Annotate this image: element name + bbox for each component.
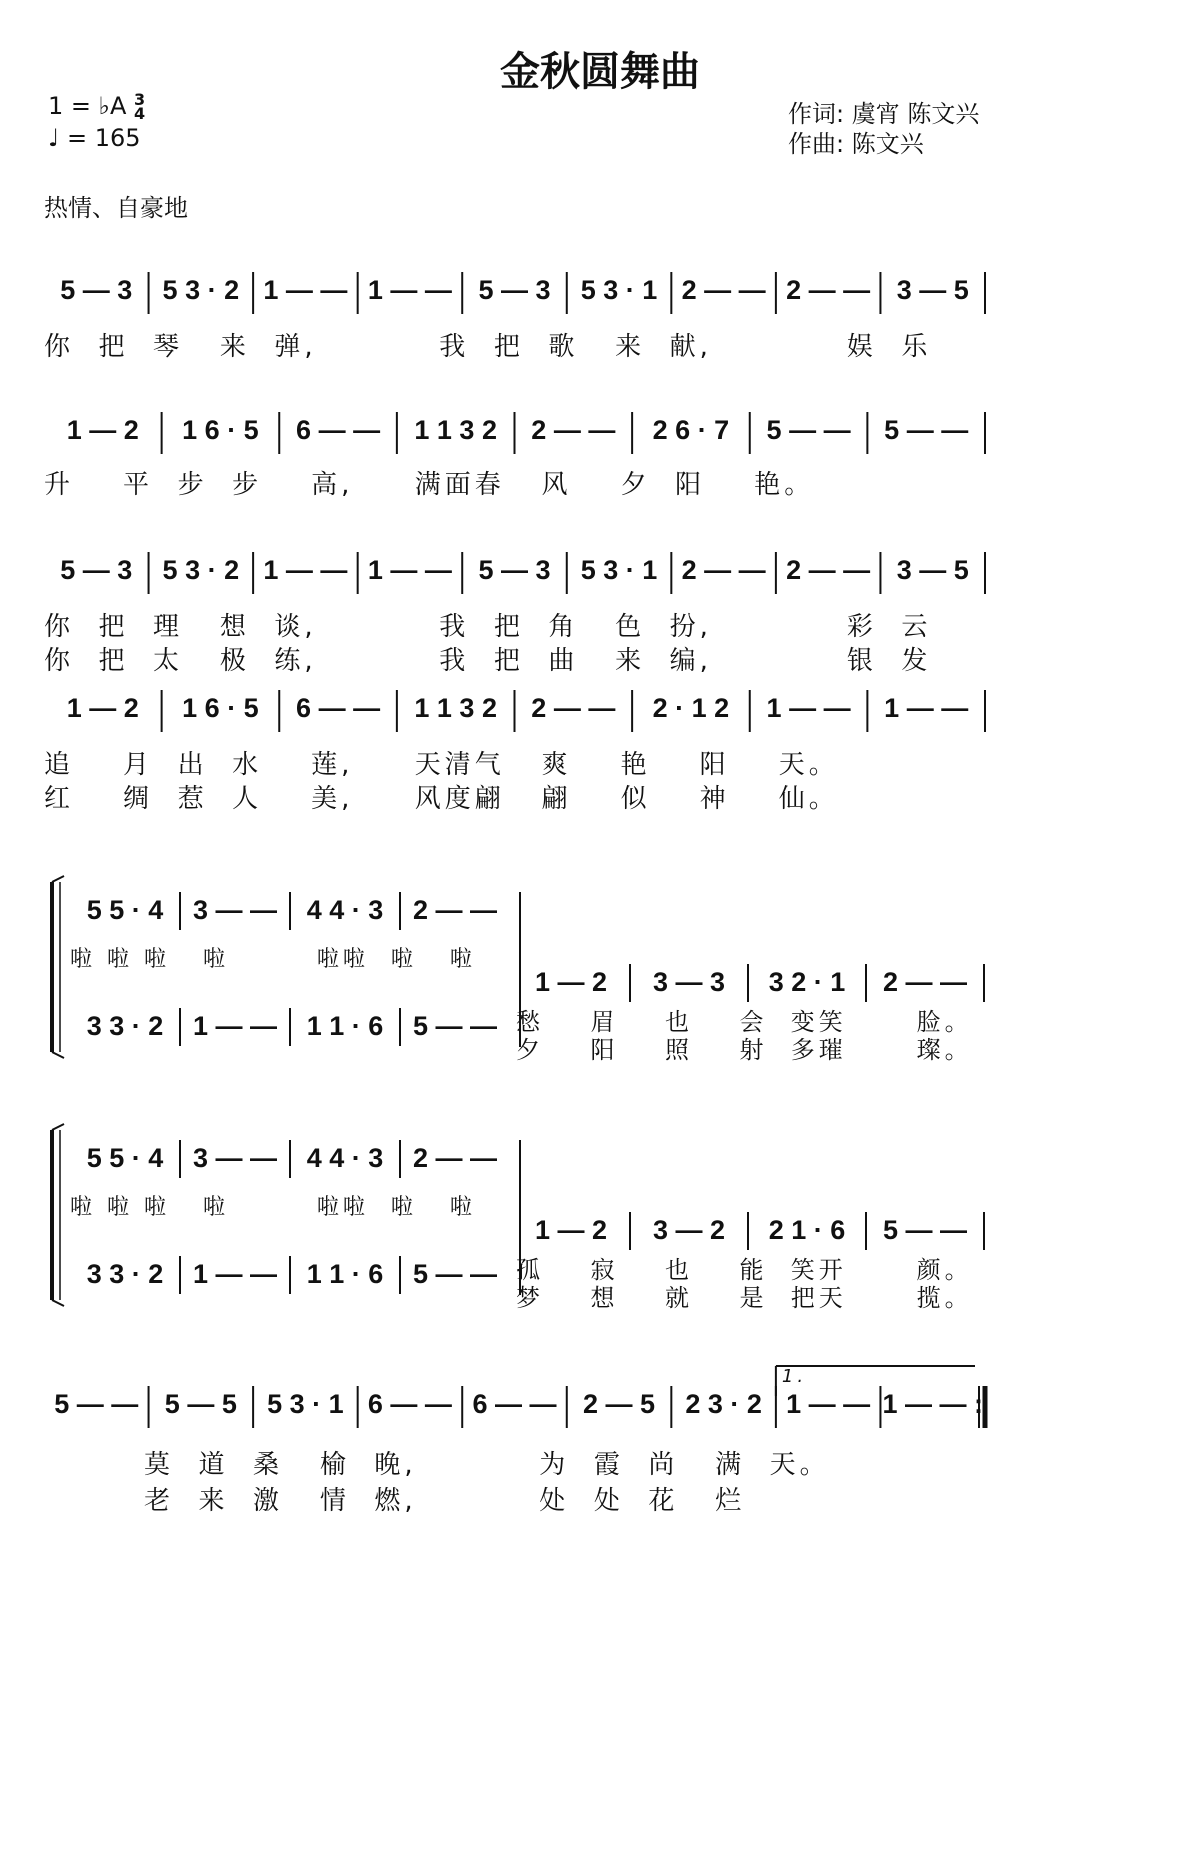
- chorus-upper-measure: 2 — —: [412, 895, 498, 925]
- chorus-right-lyric: 孤 寂 也 能 笑开 颜。: [516, 1256, 973, 1284]
- bracket-hook: [52, 876, 64, 882]
- measure: 5 — 3: [60, 275, 133, 305]
- chorus-right-measure: 1 — 2: [534, 967, 608, 997]
- chorus-upper-measure: 5 5 · 4: [86, 895, 164, 925]
- measure: 2 — —: [681, 555, 766, 585]
- measure: 5 — 5: [164, 1389, 237, 1419]
- measure: 5 — —: [54, 1389, 139, 1419]
- measure: 6 — —: [296, 415, 381, 445]
- lyric-line: 老 来 激 情 燃, 处 处 花 烂: [144, 1486, 746, 1516]
- measure: 1 — —: [367, 275, 452, 305]
- measure: 5 3 · 2: [162, 275, 240, 305]
- meter-bottom: 4: [134, 104, 146, 123]
- measure: 2 — —: [681, 275, 766, 305]
- expression-mark: 热情、自豪地: [44, 194, 188, 222]
- measure: 2 — —: [786, 555, 871, 585]
- lyric-line: 升 平 步 步 高, 满面春 风 夕 阳 艳。: [44, 470, 815, 500]
- bracket-hook: [52, 1052, 64, 1058]
- lyric-line: 你 把 太 极 练, 我 把 曲 来 编, 银 发: [44, 646, 932, 676]
- measure: 1 — —: [367, 555, 452, 585]
- chorus-lower-measure: 3 3 · 2: [86, 1011, 164, 1041]
- lyric-line: 追 月 出 水 莲, 天清气 爽 艳 阳 天。: [44, 750, 839, 780]
- measure: 1 — —: [766, 693, 851, 723]
- measure: 5 3 · 1: [580, 275, 658, 305]
- chorus-right-measure: 1 — 2: [534, 1215, 608, 1245]
- chorus-lower-measure: 3 3 · 2: [86, 1259, 164, 1289]
- measure: 2 · 1 2: [652, 693, 730, 723]
- measure: 2 — —: [531, 415, 616, 445]
- chorus-lower-measure: 1 1 · 6: [306, 1259, 384, 1289]
- tempo-mark: ♩ = 165: [48, 124, 141, 152]
- chorus-lower-measure: 1 — —: [192, 1259, 278, 1289]
- chorus-right-lyric: 愁 眉 也 会 变笑 脸。: [516, 1008, 973, 1036]
- measure: 1 — — :: [882, 1389, 983, 1419]
- measure: 5 — —: [766, 415, 851, 445]
- chorus-right-measure: 3 — 2: [652, 1215, 726, 1245]
- lyric-line: 你 把 理 想 谈, 我 把 角 色 扮, 彩 云: [44, 612, 932, 642]
- chorus-lower-measure: 1 — —: [192, 1011, 278, 1041]
- chorus-right-measure: 3 2 · 1: [768, 967, 846, 997]
- measure: 1 6 · 5: [182, 415, 259, 445]
- chorus-upper-measure: 3 — —: [192, 895, 278, 925]
- measure: 3 — 5: [896, 275, 969, 305]
- measure: 3 — 5: [896, 555, 969, 585]
- chorus-right-measure: 2 1 · 6: [768, 1215, 846, 1245]
- volta-number: 1.: [781, 1366, 808, 1387]
- bracket-hook: [52, 1124, 64, 1130]
- meter-top: 3: [134, 90, 146, 109]
- chorus-upper-measure: 4 4 · 3: [306, 895, 384, 925]
- measure: 5 3 · 1: [580, 555, 658, 585]
- chorus-upper-measure: 3 — —: [192, 1143, 278, 1173]
- lyric-line: 红 绸 惹 人 美, 风度翩 翩 似 神 仙。: [44, 784, 839, 814]
- key-text: 1 = ♭A: [48, 92, 127, 120]
- measure: 2 — —: [531, 693, 616, 723]
- chorus-lower-measure: 1 1 · 6: [306, 1011, 384, 1041]
- measure: 1 1 3 2: [414, 693, 497, 723]
- chorus-upper-lyric: 啦 啦 啦 啦 啦啦 啦 啦: [70, 947, 476, 972]
- measure: 5 — 3: [478, 555, 551, 585]
- chorus-lower-measure: 5 — —: [412, 1259, 498, 1289]
- chorus-lower-measure: 5 — —: [412, 1011, 498, 1041]
- chorus-upper-measure: 2 — —: [412, 1143, 498, 1173]
- song-title: 金秋圆舞曲: [500, 49, 700, 95]
- chorus-right-lyric: 梦 想 就 是 把天 揽。: [516, 1284, 973, 1312]
- chorus-right-measure: 3 — 3: [652, 967, 726, 997]
- lyricist-credit: 作词: 虞宵 陈文兴: [788, 100, 980, 128]
- measure: 5 3 · 1: [267, 1389, 344, 1419]
- measure: 2 6 · 7: [652, 415, 730, 445]
- measure: 1 — —: [263, 275, 348, 305]
- measure: 2 3 · 2: [685, 1389, 762, 1419]
- measure: 1 — —: [786, 1389, 871, 1419]
- measure: 1 — 2: [66, 415, 139, 445]
- chorus-right-measure: 5 — —: [882, 1215, 968, 1245]
- measure: 5 — 3: [478, 275, 551, 305]
- composer-credit: 作曲: 陈文兴: [788, 130, 924, 158]
- measure: 1 6 · 5: [182, 693, 259, 723]
- measure: 2 — —: [786, 275, 871, 305]
- measure: 1 1 3 2: [414, 415, 497, 445]
- measure: 1 — 2: [66, 693, 139, 723]
- chorus-upper-measure: 4 4 · 3: [306, 1143, 384, 1173]
- measure: 6 — —: [296, 693, 381, 723]
- measure: 5 — 3: [60, 555, 133, 585]
- measure: 1 — —: [263, 555, 348, 585]
- bracket-hook: [52, 1300, 64, 1306]
- measure: 5 — —: [884, 415, 969, 445]
- measure: 5 3 · 2: [162, 555, 240, 585]
- chorus-upper-lyric: 啦 啦 啦 啦 啦啦 啦 啦: [70, 1195, 476, 1220]
- chorus-right-lyric: 夕 阳 照 射 多璀 璨。: [516, 1036, 973, 1064]
- chorus-upper-measure: 5 5 · 4: [86, 1143, 164, 1173]
- lyric-line: 你 把 琴 来 弹, 我 把 歌 来 献, 娱 乐: [44, 332, 932, 362]
- measure: 6 — —: [472, 1389, 557, 1419]
- lyric-line: 莫 道 桑 榆 晚, 为 霞 尚 满 天。: [144, 1450, 830, 1480]
- measure: 6 — —: [367, 1389, 452, 1419]
- measure: 1 — —: [884, 693, 969, 723]
- measure: 2 — 5: [583, 1389, 656, 1419]
- chorus-right-measure: 2 — —: [882, 967, 968, 997]
